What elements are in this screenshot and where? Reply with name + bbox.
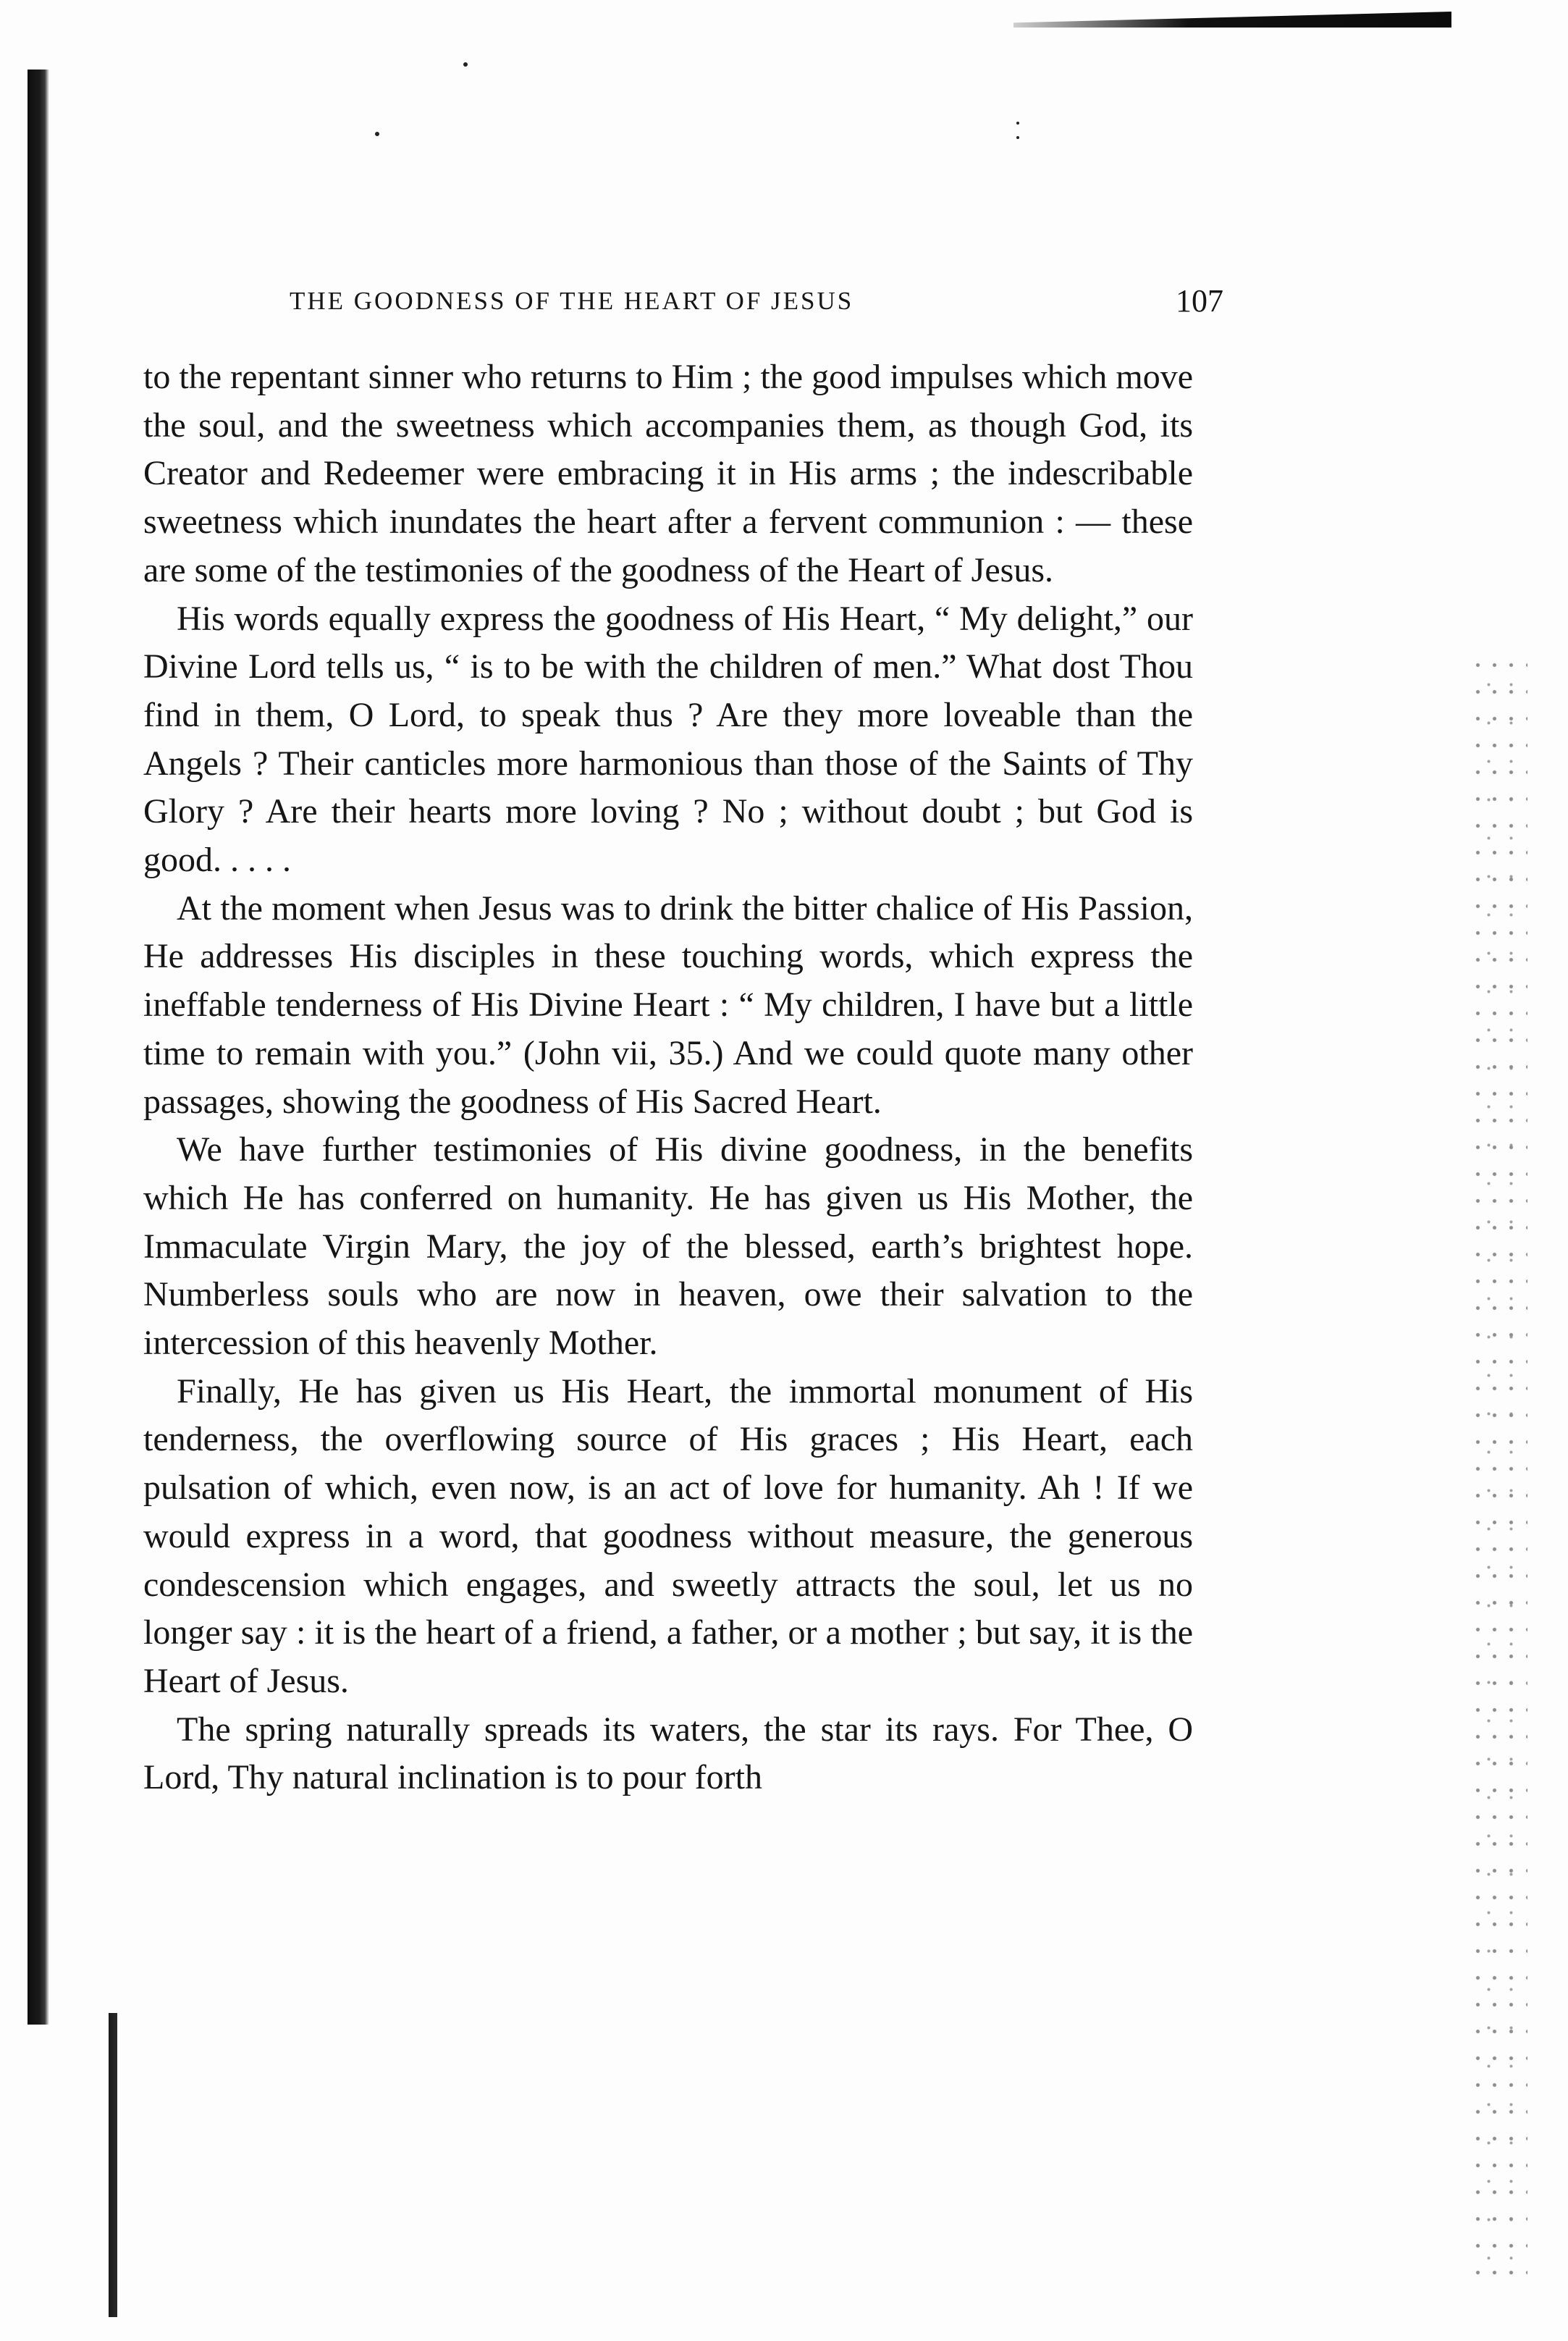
paragraph: to the repentant sinner who returns to Him ; the good impulses which move the soul, and the sweetness which accompanies them, as though God, its Creator and Redeemer were embracing it in His arms ; the indescribable sweetness which inundates the heart after a fervent communion : — these are some of the testimonies of the goodness of the Heart of Jesus. — [143, 358, 1193, 589]
page-number: 107 — [1176, 283, 1223, 319]
binding-shadow-lower — [109, 2013, 117, 2317]
paragraph: His words equally express the goodness of His Heart, “ My delight,” our Divine Lord tells us, “ is to be with the children of men.” What dost Thou find in them, O Lord, to speak thus ? Are they more loveable than the Angels ? Their canticles more harmonious than those of the Saints of Thy Glory ? Are their hearts more loving ? No ; without doubt ; but God is good. . . . . — [143, 599, 1193, 880]
scan-speck — [1016, 122, 1019, 125]
paragraph: Finally, He has given us His Heart, the immortal monument of His tenderness, the overflowing source of His graces ; His Heart, each pulsation of which, even now, is an act of love for humanity. Ah ! If we would express in a word, that goodness without measure, the generous condescension which engages, and sweetly attracts the soul, let us no longer say : it is the heart of a friend, a father, or a mother ; but say, it is the Heart of Jesus. — [143, 1371, 1193, 1700]
scan-edge-mark — [1013, 12, 1451, 28]
chapter-title: THE GOODNESS OF THE HEART OF JESUS — [290, 287, 854, 315]
running-head — [290, 280, 1223, 323]
scan-speck — [375, 132, 379, 136]
scan-speck — [1016, 136, 1019, 139]
binding-shadow — [28, 70, 49, 2025]
paragraph: At the moment when Jesus was to drink the bitter chalice of His Passion, He addresses His disciples in these touching words, which express the ineffable tenderness of His Divine Heart : “ My children, I have but a little time to remain with you.” (John vii, 35.) And we could quote many other passages, showing the goodness of His Sacred Heart. — [143, 888, 1193, 1121]
body-text — [143, 353, 1193, 1802]
paragraph: We have further testimonies of His divine goodness, in the benefits which He has conferred on humanity. He has given us His Mother, the Immaculate Virgin Mary, the joy of the blessed, earth’s brightest hope. Numberless souls who are now in heaven, owe their salvation to the intercession of this heavenly Mother. — [143, 1130, 1193, 1363]
scan-speckle-margin — [1470, 652, 1527, 2281]
scan-speck — [463, 62, 468, 67]
paragraph: The spring naturally spreads its waters, the star its rays. For Thee, O Lord, Thy natural inclination is to pour forth — [143, 1710, 1193, 1797]
